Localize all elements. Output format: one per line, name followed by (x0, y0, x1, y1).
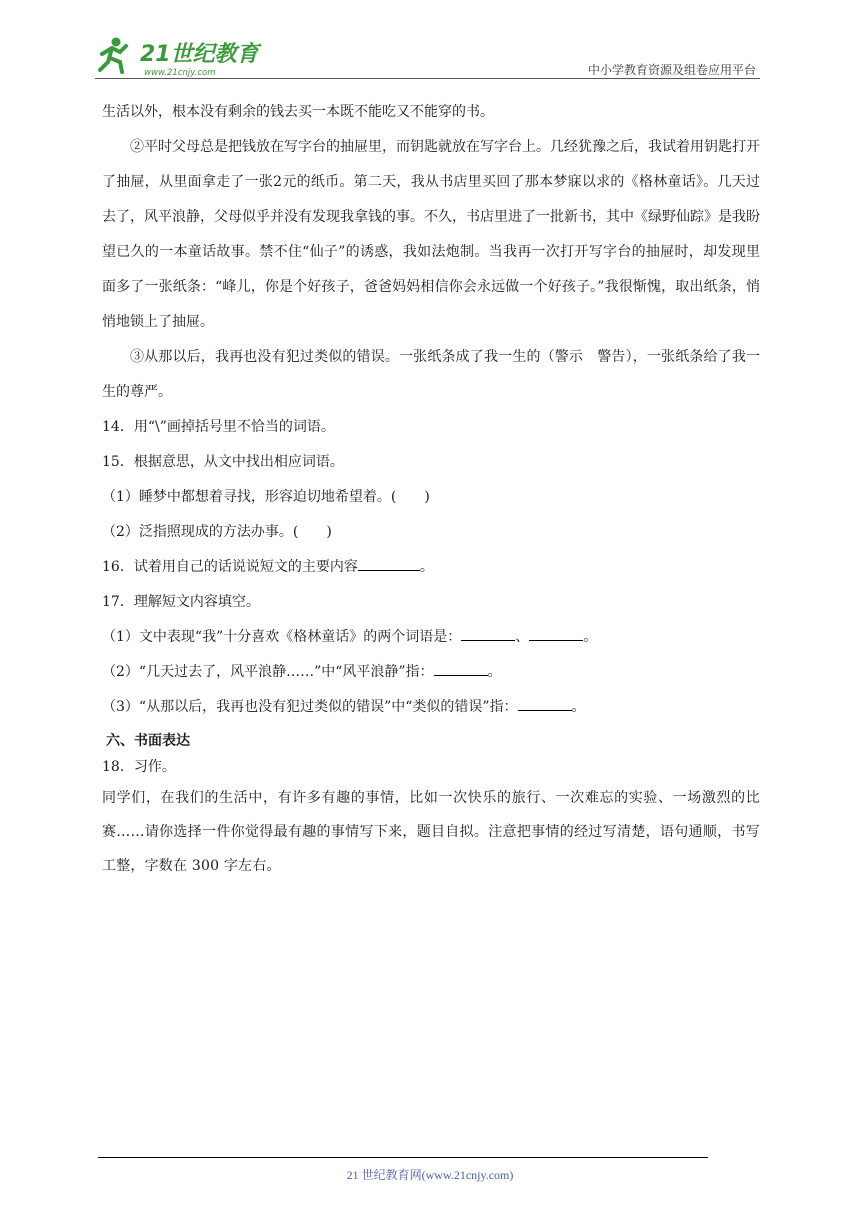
answer-blank[interactable] (518, 696, 572, 711)
passage-paragraph-3: ③从那以后，我再也没有犯过类似的错误。一张纸条成了我一生的（警示 警告），一张纸条给了我一生的尊严。 (102, 349, 760, 400)
question-15: 15．根据意思，从文中找出相应词语。 (102, 454, 344, 470)
question-16: 16．试着用自己的话说说短文的主要内容 。 (102, 550, 760, 585)
page-header (96, 30, 760, 80)
page-content (102, 95, 760, 883)
question-18: 18．习作。 (102, 759, 176, 775)
question-15-2: （2）泛指照现成的方法办事。( ) (102, 524, 332, 540)
question-15-1: （1）睡梦中都想着寻找，形容迫切地希望着。( ) (102, 489, 430, 505)
answer-blank[interactable] (434, 661, 488, 676)
answer-blank[interactable] (358, 556, 420, 571)
passage-line: 生活以外，根本没有剩余的钱去买一本既不能吃又不能穿的书。 (102, 104, 494, 120)
question-17: 17．理解短文内容填空。 (102, 594, 260, 610)
question-17-2: （2）“几天过去了，风平浪静……”中“风平浪静”指： 。 (102, 655, 760, 690)
question-14: 14．用“\”画掉括号里不恰当的词语。 (102, 419, 335, 435)
runner-icon (100, 38, 126, 73)
header-platform-name: 中小学教育资源及组卷应用平台 (587, 63, 756, 77)
essay-prompt: 同学们，在我们的生活中，有许多有趣的事情，比如一次快乐的旅行、一次难忘的实验、一场激烈的比赛……请你选择一件你觉得最有趣的事情写下来，题目自拟。注意把事情的经过写清楚，语句通顺，书写工整，字数在 300 字左右。 (102, 790, 760, 874)
header-divider (95, 78, 760, 79)
question-16-text: 16．试着用自己的话说说短文的主要内容 (102, 559, 358, 575)
question-17-3: （3）“从那以后，我再也没有犯过类似的错误”中“类似的错误”指： 。 (102, 690, 760, 725)
logo-url: www.21cnjy.com (144, 68, 216, 78)
site-logo (96, 34, 266, 78)
logo-title: 21世纪教育 (140, 42, 259, 67)
section-title: 六、书面表达 (106, 733, 190, 749)
answer-blank[interactable] (529, 626, 583, 641)
footer-divider (98, 1157, 708, 1158)
question-17-1: （1）文中表现“我”十分喜欢《格林童话》的两个词语是： 、 。 (102, 620, 760, 655)
answer-blank[interactable] (461, 626, 515, 641)
passage-paragraph-2: ②平时父母总是把钱放在写字台的抽屉里，而钥匙就放在写字台上。几经犹豫之后，我试着用钥匙打开了抽屉，从里面拿走了一张2元的纸币。第二天，我从书店里买回了那本梦寐以求的《格林童话》。几天过去了，风平浪静，父母似乎并没有发现我拿钱的事。不久，书店里进了一批新书，其中《绿野仙踪》是我盼望已久的一本童话故事。禁不住“仙子”的诱惑，我如法炮制。当我再一次打开写字台的抽屉时，却发现里面多了一张纸条：“峰儿，你是个好孩子，爸爸妈妈相信你会永远做一个好孩子。”我很惭愧，取出纸条，悄悄地锁上了抽屉。 (102, 139, 760, 330)
page-footer: 21 世纪教育网(www.21cnjy.com) (346, 1168, 514, 1182)
